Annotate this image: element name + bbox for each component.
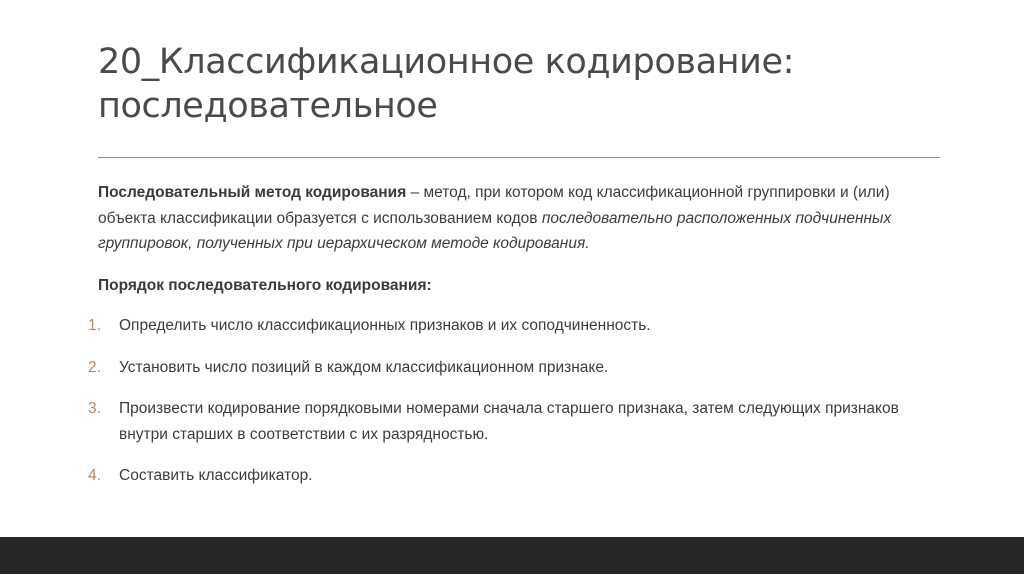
slide-title — [98, 40, 958, 128]
definition-paragraph — [98, 180, 948, 257]
list-item-number: 3. — [88, 400, 101, 417]
list-item — [88, 355, 948, 381]
list-item-number: 2. — [88, 358, 101, 376]
list-item-number: 4. — [88, 467, 101, 484]
slide-title-line-2: последовательное — [98, 86, 438, 126]
list-item-text: Составить классификатор. — [119, 467, 313, 484]
list-item-number: 1. — [88, 317, 101, 334]
list-item-text: Установить число позиций в каждом классификационном признаке. — [119, 358, 609, 376]
list-item — [88, 396, 948, 447]
footer-bar — [0, 537, 1024, 574]
list-item-text: Произвести кодирование порядковыми номерами сначала старшего признака, затем следующих признаков внутри старших в соответствии с их разрядностью. — [119, 400, 899, 443]
slide-title-line-1: 20_Классификационное кодирование: — [98, 42, 794, 82]
list-item — [88, 313, 948, 339]
definition-text: – метод, при котором код классификационной группировки и (или) объекта классификации образуется с использованием кодов — [98, 184, 890, 227]
list-item — [88, 463, 948, 489]
definition-italic-text: последовательно расположенных подчиненных группировок, полученных при иерархическом методе кодирования. — [98, 209, 892, 252]
steps-heading: Порядок последовательного кодирования: — [98, 277, 432, 294]
steps-list — [88, 313, 948, 505]
definition-term: Последовательный метод кодирования — [98, 184, 407, 201]
title-divider — [98, 157, 940, 158]
list-item-text: Определить число классификационных признаков и их соподчиненность. — [119, 317, 651, 334]
